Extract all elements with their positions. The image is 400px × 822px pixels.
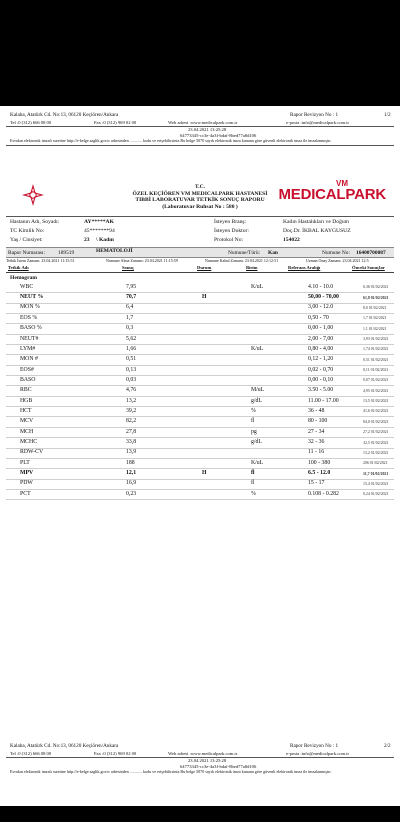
report-no-label: Rapor Numarası: xyxy=(8,249,45,256)
test-name: NEUT % xyxy=(20,294,44,301)
previous-result: 6,36 01/02/2021 xyxy=(363,285,389,290)
reference-range: 0,12 - 1,20 xyxy=(308,356,334,363)
result-value: 12,1 xyxy=(126,470,137,477)
previous-result: 27,2 01/02/2021 xyxy=(363,430,389,435)
info-divider xyxy=(6,216,394,217)
test-name: MCHC xyxy=(20,439,38,446)
footer-doc-id: 64773345-cc3e-4a3f-bdaf-8bed77a8d106 xyxy=(180,763,257,769)
report-page-1 xyxy=(0,106,400,806)
report-page-2 xyxy=(0,738,400,780)
result-value: 0,03 xyxy=(126,376,137,383)
previous-result: 0,24 01/02/2021 xyxy=(363,492,389,497)
result-value: 188 xyxy=(126,459,135,466)
sample-no-label: Numune No: xyxy=(322,249,350,256)
patient-name-label: Hastanın Adı, Soyadı: xyxy=(10,219,60,225)
test-name: PCT xyxy=(20,490,31,497)
result-value: 0,3 xyxy=(126,325,134,332)
group-title: Hemogram xyxy=(10,275,38,281)
reference-range: 27 - 34 xyxy=(308,428,325,435)
result-value: 13,9 xyxy=(126,449,137,456)
previous-result: 15,4 01/02/2021 xyxy=(363,481,389,486)
sample-type: Kan xyxy=(268,249,278,256)
section-title: HEMATOLOJİ xyxy=(96,248,133,255)
test-name: MCV xyxy=(20,418,34,425)
result-value: 70,7 xyxy=(126,294,137,301)
footer-email: e-posta :info@medicalpark.com.tr xyxy=(286,750,350,756)
result-value: 39,2 xyxy=(126,407,137,414)
report-no: 189519 xyxy=(58,249,75,256)
previous-result: 206 01/02/2021 xyxy=(363,461,388,466)
previous-result: 0,51 01/02/2021 xyxy=(363,357,389,362)
previous-result: 32,5 01/02/2021 xyxy=(363,440,389,445)
col-status: Durum xyxy=(197,265,212,270)
protocol-number: 154022 xyxy=(283,237,300,243)
reference-range: 50,00 - 70,00 xyxy=(308,294,339,301)
footer-fax: Fax :0 (312) 969 02 00 xyxy=(94,750,137,756)
header-divider-2 xyxy=(6,145,394,146)
reference-range: 11 - 16 xyxy=(308,449,325,456)
unit: g/dL xyxy=(251,439,262,446)
approve-time: Uzman Onay Zamanı: 23.04.2021 12:5 xyxy=(306,258,369,263)
report-bar xyxy=(6,247,394,258)
unit: K/uL xyxy=(251,459,264,466)
result-value: 16,9 xyxy=(126,480,137,487)
reference-range: 6.5 - 12.0 xyxy=(308,470,331,477)
test-name: PDW xyxy=(20,480,33,487)
patient-name: AY*****AK xyxy=(84,219,114,225)
col-unit: Birim xyxy=(246,265,258,270)
result-value: 27,8 xyxy=(126,428,137,435)
previous-result: 0,07 01/02/2021 xyxy=(363,378,389,383)
result-value: 1,66 xyxy=(126,345,137,352)
accept-time: Numune Kabul Zamanı: 23.04.2021 12:12:51 xyxy=(205,258,279,263)
col-test-name: Tetkik Adı xyxy=(8,265,29,270)
collect-time: Numune Alma Zamanı: 23.04.2021 11:15:59 xyxy=(106,258,178,263)
request-time: Tetkik İstem Zamanı: 23.04.2021 11:15:51 xyxy=(6,258,75,263)
title-license: (Laboratuvar Ruhsat No : 580 ) xyxy=(162,203,238,210)
reference-range: 4.10 - 10.0 xyxy=(308,283,334,290)
unit: % xyxy=(251,407,256,414)
previous-result: 3,93 01/02/2021 xyxy=(363,337,389,342)
result-value: 0,51 xyxy=(126,356,137,363)
unit: fl xyxy=(251,480,255,487)
unit: fl xyxy=(251,470,255,477)
test-name: RBC xyxy=(20,387,32,394)
test-name: EOS# xyxy=(20,366,34,373)
reference-range: 2,00 - 7,00 xyxy=(308,335,334,342)
test-name: PLT xyxy=(20,459,30,466)
test-name: MPV xyxy=(20,470,34,477)
reference-range: 80 - 100 xyxy=(308,418,328,425)
header-email: e-posta :info@medicalpark.com.tr xyxy=(286,119,350,125)
test-name: WBC xyxy=(20,283,34,290)
reference-range: 32 - 36 xyxy=(308,439,325,446)
results-column-header xyxy=(6,264,394,273)
result-value: 0,13 xyxy=(126,366,137,373)
test-name: MON # xyxy=(20,356,38,363)
age-gender-label: Yaş / Cinsiyet: xyxy=(10,237,43,243)
footer-phone: Tel :0 (312) 666 08 00 xyxy=(10,750,52,756)
previous-result: 13,2 01/02/2021 xyxy=(363,450,389,455)
title-report: TIBBİ LABORATUVAR TETKİK SONUÇ RAPORU xyxy=(135,197,265,203)
test-name: MCH xyxy=(20,428,34,435)
reference-range: 0.108 - 0.282 xyxy=(308,490,339,497)
header-e-sign-notice: Evrakın elektronik imzalı suretine http://e-belge.saglik.gov.tr adresinden ............ kodu ve erişebilirsiniz.Bu belge 5070 sayılı elektronik imza kanunu göre güvenli elektronik imza ile imzalanmıştır. xyxy=(10,138,332,143)
previous-result: 1,74 01/02/2021 xyxy=(363,347,389,352)
reference-range: 0,00 - 1,00 xyxy=(308,325,334,332)
result-value: 4,76 xyxy=(126,387,137,394)
doctor-value: Doç.Dr. İKBAL KAYGUSUZ xyxy=(283,228,351,234)
header-fax: Fax :0 (312) 969 02 00 xyxy=(94,119,137,125)
previous-result: 61,8 01/02/2021 xyxy=(363,295,389,300)
previous-result: 0,11 01/02/2021 xyxy=(363,368,389,373)
table-row xyxy=(6,489,394,500)
unit: % xyxy=(251,490,256,497)
tc-label: TC Kimlik No: xyxy=(10,228,45,234)
footer-revision: Rapor Revizyon No : 1 xyxy=(290,743,339,749)
test-name: EOS % xyxy=(20,314,38,321)
brand-mark: VM xyxy=(336,179,348,188)
footer-web: Web adresi :www.medicalpark.com.tr xyxy=(168,750,238,756)
result-value: 0,23 xyxy=(126,490,137,497)
footer-timestamp: 23.04.2021 13:25:28 xyxy=(188,758,227,763)
test-name: NEUT# xyxy=(20,335,39,342)
unit: K/uL xyxy=(251,283,264,290)
branch-value: Kadın Hastalıkları ve Doğum xyxy=(283,219,350,225)
reference-range: 3,00 - 12.0 xyxy=(308,304,334,311)
reference-range: 3.50 - 5.00 xyxy=(308,387,334,394)
reference-range: 11.00 - 17.00 xyxy=(308,397,339,404)
result-value: 6,4 xyxy=(126,304,134,311)
previous-result: 13,5 01/02/2021 xyxy=(363,399,389,404)
status-flag: H xyxy=(202,470,207,477)
previous-result: 1,1 01/02/2021 xyxy=(363,326,387,331)
header-phone: Tel :0 (312) 666 08 00 xyxy=(10,119,52,125)
footer-address: Kalaba, Atatürk Cd. No:13, 06120 Keçiören/Ankara xyxy=(10,743,119,749)
sample-type-label: Numune/Türü: xyxy=(228,249,261,256)
test-name: BASO % xyxy=(20,325,42,332)
reference-range: 0,50 - 70 xyxy=(308,314,329,321)
result-value: 5,62 xyxy=(126,335,137,342)
patient-age: 23 xyxy=(84,237,90,243)
col-reference: Referans Aralığı xyxy=(288,265,321,270)
result-value: 82,2 xyxy=(126,418,137,425)
result-value: 33,8 xyxy=(126,439,137,446)
reference-range: 15 - 17 xyxy=(308,480,325,487)
test-name: HGB xyxy=(20,397,33,404)
unit: K/uL xyxy=(251,345,264,352)
test-name: BASO xyxy=(20,376,36,383)
reference-range: 36 - 48 xyxy=(308,407,325,414)
test-name: MON % xyxy=(20,304,40,311)
title-hospital: ÖZEL KEÇİÖREN VM MEDICALPARK HASTANESİ xyxy=(132,190,268,197)
footer-page-number: 2/2 xyxy=(384,743,391,749)
result-value: 7,95 xyxy=(126,283,137,290)
col-previous: Önceki Sonuçlar xyxy=(352,265,385,270)
test-name: HCT xyxy=(20,407,32,414)
reference-range: 0,00 - 0,10 xyxy=(308,376,334,383)
brand-logo: MEDICALPARK xyxy=(278,186,386,203)
previous-result: 41,6 01/02/2021 xyxy=(363,409,389,414)
title-tc: T.C. xyxy=(194,184,206,190)
test-name: LYM# xyxy=(20,345,36,352)
patient-gender: \ Kadın xyxy=(96,237,114,243)
status-flag: H xyxy=(202,294,207,301)
unit: pg xyxy=(251,428,257,435)
footer-e-sign-notice: Evrakın elektronik imzalı suretine http://e-belge.saglik.gov.tr adresinden ............ kodu ve erişebilirsiniz.Bu belge 5070 sayılı elektronik imza kanunu göre güvenli elektronik imza ile imzalanmıştır. xyxy=(10,769,332,774)
previous-result: 1,7 01/02/2021 xyxy=(363,316,387,321)
unit: fl xyxy=(251,418,255,425)
reference-range: 100 - 380 xyxy=(308,459,331,466)
result-value: 13,2 xyxy=(126,397,137,404)
header-revision: Rapor Revizyon No : 1 xyxy=(290,112,339,118)
doctor-label: İsteyen Doktor: xyxy=(214,228,249,234)
result-value: 1,7 xyxy=(126,314,134,321)
previous-result: 4,95 01/02/2021 xyxy=(363,388,389,393)
header-doc-id: 64773345-cc3e-4a3f-bdaf-8bed77a8d106 xyxy=(180,132,257,138)
unit: M/uL xyxy=(251,387,265,394)
unit: g/dL xyxy=(251,397,262,404)
test-name: RDW-CV xyxy=(20,449,44,456)
previous-result: 11,7 01/02/2021 xyxy=(363,471,389,476)
header-timestamp: 23.04.2021 13:25:28 xyxy=(188,127,227,132)
header-web: Web adresi :www.medicalpark.com.tr xyxy=(168,119,238,125)
previous-result: 8,0 01/02/2021 xyxy=(363,305,387,310)
reference-range: 0,02 - 0,70 xyxy=(308,366,334,373)
header-page-number: 1/2 xyxy=(384,112,391,118)
col-result: Sonuç xyxy=(122,265,135,270)
protocol-label: Protokol No: xyxy=(214,237,244,243)
header-address: Kalaba, Atatürk Cd. No:13, 06120 Keçiören/Ankara xyxy=(10,112,119,118)
previous-result: 84,0 01/02/2021 xyxy=(363,419,389,424)
tc-number: 45*******94 xyxy=(84,228,115,234)
branch-label: İsteyen Branş: xyxy=(214,219,247,225)
sample-no: 16400700087 xyxy=(356,249,386,256)
reference-range: 0,80 - 4,00 xyxy=(308,345,334,352)
